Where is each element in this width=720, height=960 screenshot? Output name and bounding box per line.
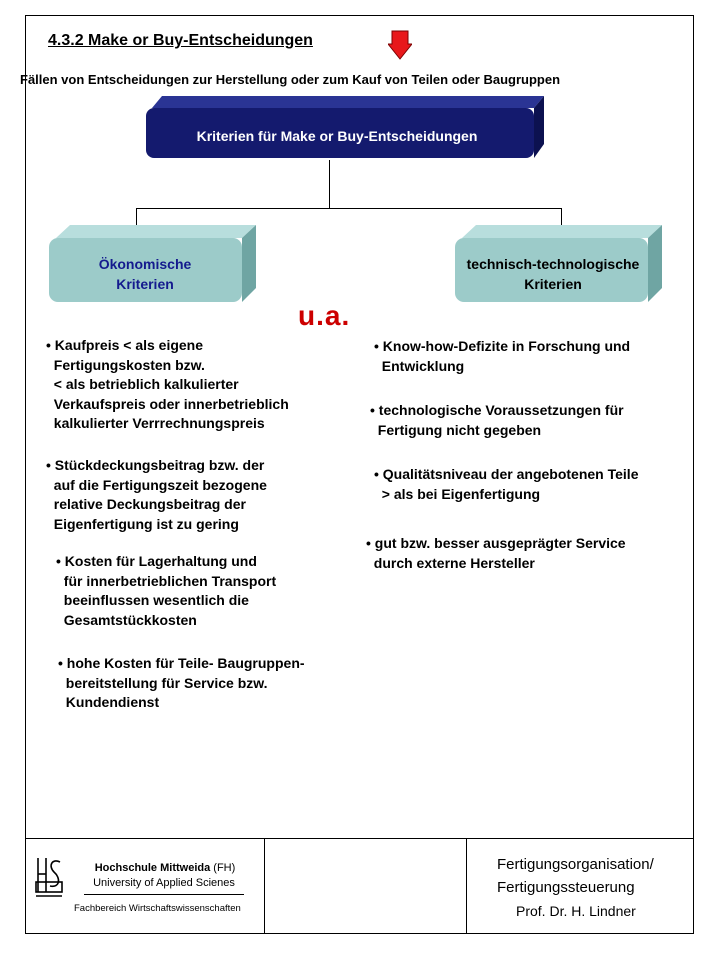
left-bullet-1	[46, 336, 289, 434]
bullet-line: kalkulierter Verrrechnungspreis	[46, 415, 265, 431]
bullet-line: beeinflussen wesentlich die	[56, 592, 249, 608]
left-bullet-4	[58, 654, 305, 713]
bullet-line: • Kosten für Lagerhaltung und	[56, 553, 257, 569]
page-subtitle: Fällen von Entscheidungen zur Herstellung oder zum Kauf von Teilen oder Baugruppen	[20, 72, 561, 87]
bullet-line: Fertigung nicht gegeben	[370, 421, 542, 438]
bullet-line: • gut bzw. besser ausgeprägter Service	[366, 535, 626, 551]
arrow-down-icon	[388, 30, 412, 60]
connector-horizontal	[136, 208, 562, 209]
connector-vertical	[329, 160, 330, 208]
page-title: 4.3.2 Make or Buy-Entscheidungen	[48, 32, 313, 49]
university-name: University of Applied Scienes	[93, 877, 235, 889]
bullet-line: relative Deckungsbeitrag der	[46, 496, 246, 512]
right-bullet-3	[374, 465, 638, 504]
right-box-label-line2: Kriterien	[524, 276, 582, 292]
bullet-line: • Kaufpreis < als eigene	[46, 337, 204, 353]
bullet-line: für innerbetrieblichen Transport	[56, 572, 277, 589]
school-name: Hochschule Mittweida	[94, 862, 211, 874]
bullet-line: • Qualitätsniveau der angebotenen Teile	[374, 466, 639, 482]
top-box-label: Kriterien für Make or Buy-Entscheidungen	[196, 128, 478, 144]
bullet-line: Entwicklung	[374, 357, 465, 374]
course-title-line1: Fertigungsorganisation/	[497, 856, 654, 873]
right-bullet-1	[374, 337, 630, 376]
footer-divider-right	[466, 838, 467, 934]
bullet-line: • hohe Kosten für Teile- Baugruppen-	[58, 655, 305, 671]
bullet-line: Verkaufspreis oder innerbetrieblich	[46, 395, 289, 412]
bullet-line: Gesamtstückkosten	[56, 611, 197, 628]
school-name-block	[80, 862, 250, 874]
professor-name: Prof. Dr. H. Lindner	[516, 903, 636, 919]
department-name: Fachbereich Wirtschaftswissenschaften	[74, 903, 241, 914]
right-bullet-4	[366, 534, 626, 573]
university-logo-icon	[34, 856, 66, 902]
left-box-label-line2: Kriterien	[116, 276, 174, 292]
school-suffix: (FH)	[213, 862, 236, 874]
bullet-line: • Stückdeckungsbeitrag bzw. der	[46, 457, 265, 473]
bullet-line: Kundendienst	[58, 694, 160, 710]
ua-label: u.a.	[298, 300, 351, 331]
footer-divider-left	[264, 838, 265, 934]
bullet-line: Fertigungskosten bzw.	[46, 356, 205, 373]
bullet-line: auf die Fertigungszeit bezogene	[46, 476, 267, 493]
footer-divider	[25, 838, 694, 839]
logo-underline	[84, 894, 244, 895]
bullet-line: • Know-how-Defizite in Forschung und	[374, 338, 631, 354]
left-box-label-line1: Ökonomische	[98, 256, 192, 272]
bullet-line: Eigenfertigung ist zu gering	[46, 515, 239, 532]
bullet-line: < als betrieblich kalkulierter	[46, 376, 239, 392]
bullet-line: bereitstellung für Service bzw.	[58, 674, 268, 691]
bullet-line: > als bei Eigenfertigung	[374, 485, 541, 502]
left-bullet-2	[46, 456, 267, 534]
bullet-line: • technologische Voraussetzungen für	[370, 402, 624, 418]
course-title-line2: Fertigungssteuerung	[497, 879, 635, 896]
left-bullet-3	[56, 552, 276, 630]
right-box-label-line1: technisch-technologische	[466, 256, 640, 272]
right-bullet-2	[370, 401, 624, 440]
bullet-line: durch externe Hersteller	[366, 554, 535, 571]
